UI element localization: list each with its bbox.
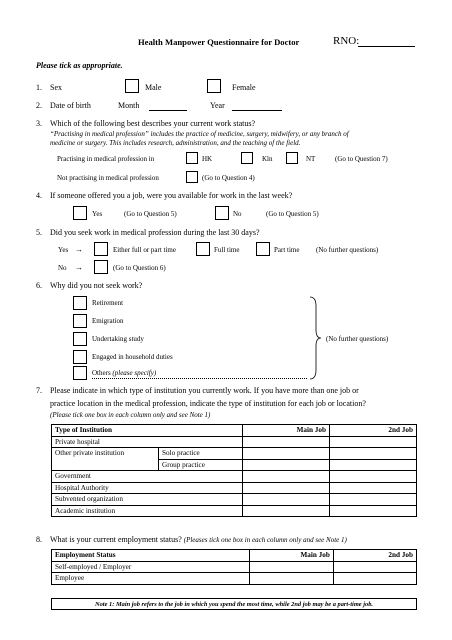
table-row — [52, 482, 417, 494]
kln-checkbox[interactable] — [241, 152, 253, 164]
row-label: Private hospital — [52, 436, 243, 448]
q7-line1: Please indicate in which type of institution you currently work. If you have more than one job or — [50, 386, 359, 395]
table-row — [52, 471, 417, 483]
q3-text: Which of the following best describes your current work status? — [50, 119, 256, 128]
row-label: Academic institution — [52, 505, 243, 517]
rno-label: RNO: — [333, 35, 360, 47]
table-row — [52, 448, 417, 460]
q1-text: Sex — [50, 83, 62, 92]
q5-yes-arrow-icon: → — [75, 245, 83, 254]
hk-checkbox[interactable] — [186, 152, 198, 164]
q4-yes-goto: (Go to Question 5) — [124, 210, 177, 218]
q4-yes-checkbox[interactable] — [73, 206, 87, 220]
main-job-cell[interactable] — [243, 448, 330, 460]
col-header-2nd: 2nd Job — [333, 550, 416, 562]
others-text: Others — [92, 369, 111, 377]
col-header-main: Main Job — [243, 425, 330, 437]
table-row — [52, 561, 417, 573]
second-job-cell[interactable] — [330, 471, 417, 483]
table-row — [52, 494, 417, 506]
q5-no-arrow-icon: → — [75, 263, 83, 272]
kln-label: Kln — [262, 155, 273, 163]
col-header-type: Type of Institution — [52, 425, 243, 437]
main-job-cell[interactable] — [243, 482, 330, 494]
q3-row1-label: Practising in medical profession in — [57, 155, 155, 163]
q5-no-goto: (Go to Question 6) — [113, 264, 166, 272]
q5-yes-goto: (No further questions) — [316, 246, 379, 254]
table-row — [52, 573, 417, 585]
footnote-box — [51, 598, 417, 610]
q3-note-line2: medicine or surgery. This includes research, administration, and the teaching of the field. — [50, 139, 301, 147]
second-job-cell[interactable] — [330, 448, 417, 460]
footnote-text: Note 1: Main job refers to the job in which you spend the most time, while 2nd job may be a part-time job. — [95, 601, 373, 608]
q6-goto: (No further questions) — [326, 335, 389, 343]
q6-text: Why did you not seek work? — [50, 281, 143, 290]
row-label: Government — [52, 471, 243, 483]
q4-yes-label: Yes — [92, 210, 103, 218]
employment-table — [51, 549, 417, 585]
second-job-cell[interactable] — [330, 459, 417, 471]
nt-checkbox[interactable] — [286, 152, 298, 164]
page-title: Health Manpower Questionnaire for Doctor — [138, 37, 300, 47]
main-job-cell[interactable] — [243, 471, 330, 483]
q5-yes-label: Yes — [58, 246, 69, 254]
q2-text: Date of birth — [50, 101, 91, 110]
hk-label: HK — [202, 155, 213, 163]
retirement-checkbox[interactable] — [73, 296, 87, 310]
q3-row1-goto: (Go to Question 7) — [335, 155, 388, 163]
emigration-label: Emigration — [92, 317, 124, 325]
q5-either-checkbox[interactable] — [94, 242, 108, 256]
main-job-cell[interactable] — [243, 505, 330, 517]
q6-number: 6. — [36, 281, 42, 290]
q5-number: 5. — [36, 228, 42, 237]
q5-text: Did you seek work in medical profession during the last 30 days? — [50, 228, 260, 237]
q5-no-checkbox[interactable] — [94, 260, 108, 274]
retirement-label: Retirement — [92, 299, 124, 307]
col-header-status: Employment Status — [52, 550, 250, 562]
second-job-cell[interactable] — [333, 573, 416, 585]
main-job-cell[interactable] — [243, 494, 330, 506]
col-header-main: Main Job — [250, 550, 333, 562]
others-specify-field[interactable] — [92, 378, 307, 379]
q4-number: 4. — [36, 191, 42, 200]
main-job-cell[interactable] — [243, 436, 330, 448]
male-checkbox[interactable] — [125, 79, 139, 93]
year-field[interactable] — [232, 110, 282, 111]
others-note: (please specify) — [112, 369, 157, 377]
q5-parttime-checkbox[interactable] — [256, 242, 270, 256]
row-label: Other private institution — [52, 448, 159, 471]
table-row — [52, 436, 417, 448]
second-job-cell[interactable] — [333, 561, 416, 573]
second-job-cell[interactable] — [330, 482, 417, 494]
q1-number: 1. — [36, 83, 42, 92]
second-job-cell[interactable] — [330, 436, 417, 448]
row-label: Self-employed / Employer — [52, 561, 250, 573]
q4-no-label: No — [233, 210, 242, 218]
table-row — [52, 505, 417, 517]
instruction: Please tick as appropriate. — [36, 61, 123, 70]
q8-text-wrap — [50, 535, 347, 544]
q3-row2-label: Not practising in medical profession — [57, 174, 159, 182]
table-header-row — [52, 425, 417, 437]
q7-note: (Please tick one box in each column only and see Note 1) — [50, 411, 211, 419]
table-header-row — [52, 550, 417, 562]
q7-number: 7. — [36, 386, 42, 395]
q8-note: (Pleases tick one box in each column only and see Note 1) — [183, 536, 347, 544]
q7-line2: practice location in the medical profession, indicate the type of institution for each job or location? — [50, 399, 366, 408]
female-checkbox[interactable] — [207, 79, 221, 93]
main-job-cell[interactable] — [250, 561, 333, 573]
rno-field[interactable] — [358, 46, 415, 47]
q8-text: What is your current employment status? — [50, 535, 182, 544]
main-job-cell[interactable] — [250, 573, 333, 585]
study-label: Undertaking study — [92, 335, 144, 343]
others-label — [92, 369, 156, 377]
q4-text: If someone offered you a job, were you available for work in the last week? — [50, 191, 293, 200]
male-label: Male — [145, 83, 162, 92]
row-label: Subvented organization — [52, 494, 243, 506]
q8-number: 8. — [36, 535, 42, 544]
q2-number: 2. — [36, 101, 42, 110]
brace-icon — [308, 296, 322, 380]
q4-no-goto: (Go to Question 5) — [266, 210, 319, 218]
month-label: Month — [118, 101, 140, 110]
row-label: Employee — [52, 573, 250, 585]
female-label: Female — [232, 83, 256, 92]
q4-no-checkbox[interactable] — [215, 206, 229, 220]
q5-parttime-label: Part time — [274, 246, 300, 254]
q5-fulltime-checkbox[interactable] — [196, 242, 210, 256]
q5-fulltime-label: Full time — [214, 246, 240, 254]
q3-row2-goto: (Go to Question 4) — [202, 174, 255, 182]
q3-number: 3. — [36, 119, 42, 128]
not-practising-checkbox[interactable] — [186, 171, 198, 183]
month-field[interactable] — [149, 110, 187, 111]
row-label: Hospital Authority — [52, 482, 243, 494]
q5-no-label: No — [58, 264, 67, 272]
year-label: Year — [210, 101, 225, 110]
emigration-checkbox[interactable] — [73, 314, 87, 328]
household-label: Engaged in household duties — [92, 353, 173, 361]
col-header-2nd: 2nd Job — [330, 425, 417, 437]
row-sublabel: Solo practice — [159, 448, 243, 460]
nt-label: NT — [306, 155, 316, 163]
main-job-cell[interactable] — [243, 459, 330, 471]
household-checkbox[interactable] — [73, 350, 87, 364]
study-checkbox[interactable] — [73, 332, 87, 346]
second-job-cell[interactable] — [330, 505, 417, 517]
institution-table — [51, 424, 417, 517]
others-checkbox[interactable] — [73, 366, 87, 380]
row-sublabel: Group practice — [159, 459, 243, 471]
q5-either-label: Either full or part time — [113, 246, 176, 254]
q3-note-line1: “Practising in medical profession” includes the practice of medicine, surgery, midwifery, or any branch of — [50, 130, 349, 138]
second-job-cell[interactable] — [330, 494, 417, 506]
